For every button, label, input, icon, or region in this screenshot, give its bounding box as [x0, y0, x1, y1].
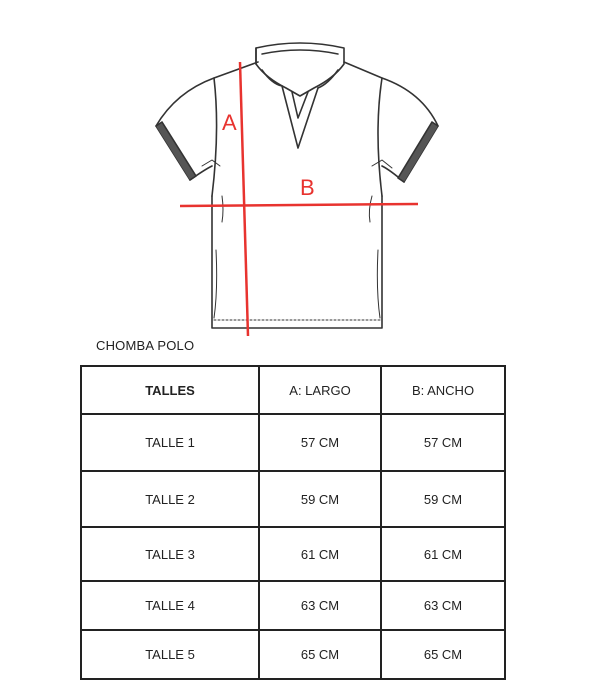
table-header-cell: TALLES	[81, 366, 259, 414]
table-cell: TALLE 3	[81, 527, 259, 581]
table-cell: TALLE 2	[81, 471, 259, 527]
table-row	[81, 414, 505, 471]
table-cell: 57 CM	[381, 414, 505, 471]
size-chart-table	[80, 365, 506, 680]
table-cell: 65 CM	[259, 630, 381, 679]
table-header-cell: A: LARGO	[259, 366, 381, 414]
table-cell: TALLE 4	[81, 581, 259, 630]
table-cell: 57 CM	[259, 414, 381, 471]
table-cell: 65 CM	[381, 630, 505, 679]
product-name: CHOMBA POLO	[96, 338, 195, 353]
table-cell: 63 CM	[381, 581, 505, 630]
table-cell: 59 CM	[381, 471, 505, 527]
table-cell: 63 CM	[259, 581, 381, 630]
table-row	[81, 581, 505, 630]
table-header-row	[81, 366, 505, 414]
measure-line-a	[240, 62, 248, 336]
table-row	[81, 527, 505, 581]
table-row	[81, 471, 505, 527]
polo-shirt-diagram	[0, 0, 600, 340]
polo-shirt-outline	[156, 43, 438, 328]
measure-label-a: A	[222, 110, 237, 135]
table-cell: 59 CM	[259, 471, 381, 527]
table-row	[81, 630, 505, 679]
table-cell: 61 CM	[381, 527, 505, 581]
table-cell: TALLE 1	[81, 414, 259, 471]
table-header-cell: B: ANCHO	[381, 366, 505, 414]
measure-label-b: B	[300, 175, 315, 200]
table-cell: TALLE 5	[81, 630, 259, 679]
table-cell: 61 CM	[259, 527, 381, 581]
